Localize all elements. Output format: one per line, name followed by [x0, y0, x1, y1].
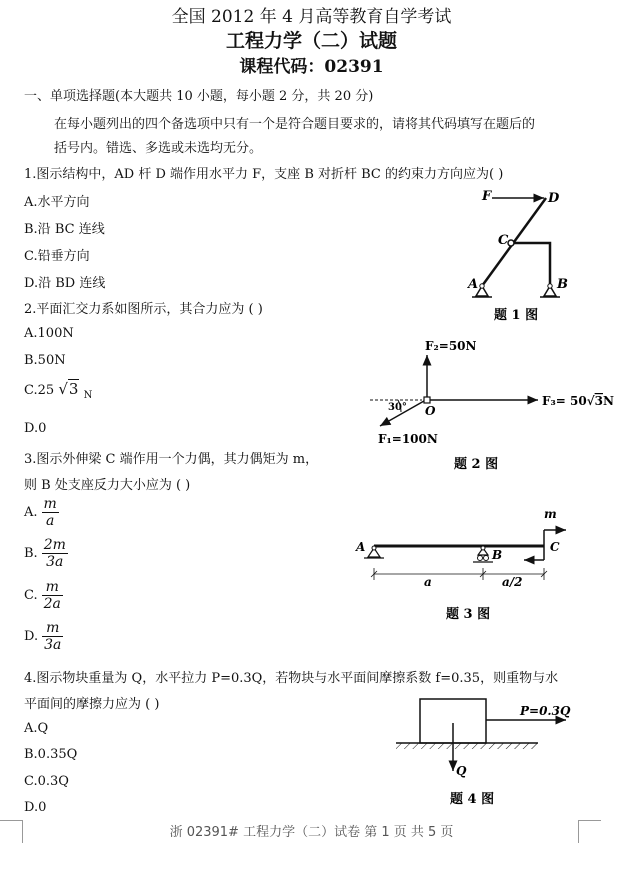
q3-option-a[interactable]: A. $\frac{m}{a}$: [24, 496, 57, 529]
q1-option-c[interactable]: C.铅垂方向: [24, 249, 90, 264]
question-4-stem-line1: 4.图示物块重量为 Q，水平拉力 P=0.3Q，若物块与水平面间摩擦系数 f=0.35，则重物与水: [24, 671, 559, 686]
q4-option-c[interactable]: C.0.3Q: [24, 774, 69, 789]
fig4-caption: 题 4 图: [450, 792, 495, 807]
figure-1: [460, 182, 580, 322]
question-2-stem: 2.平面汇交力系如图所示，其合力应为 ( ): [24, 302, 263, 317]
q3-option-c[interactable]: C. $\frac{m}{2a}$: [24, 579, 61, 612]
fig3-dim-a2: a/2: [502, 575, 523, 589]
q2-option-b[interactable]: B.50N: [24, 353, 66, 368]
q3-option-b[interactable]: B. $\frac{2m}{3a}$: [24, 537, 66, 570]
sqrt-symbol: √3: [58, 380, 79, 398]
fig3-label-m: m: [544, 507, 557, 521]
q3-option-d[interactable]: D. $\frac{m}{3a}$: [24, 620, 62, 653]
figure-3: [352, 504, 582, 626]
exam-title: 全国 2012 年 4 月高等教育自学考试: [171, 7, 452, 27]
fig1-label-a: A: [468, 277, 479, 292]
q4-option-d[interactable]: D.0: [24, 800, 47, 815]
q2-option-a[interactable]: A.100N: [24, 326, 74, 341]
section-intro-line2: 括号内。错选、多选或未选均无分。: [54, 141, 263, 156]
page-footer: 浙 02391# 工程力学（二）试卷 第 1 页 共 5 页: [169, 825, 454, 840]
question-4-stem-line2: 平面间的摩擦力应为 ( ): [24, 697, 160, 712]
section-intro-line1: 在每小题列出的四个备选项中只有一个是符合题目要求的，请将其代码填写在题后的: [54, 117, 536, 132]
subject-title: 工程力学（二）试题: [225, 30, 397, 52]
fig3-label-a-point: A: [356, 540, 366, 554]
fig2-label-f2: F₂=50N: [425, 339, 477, 353]
q2-option-d[interactable]: D.0: [24, 421, 47, 436]
q1-option-a[interactable]: A.水平方向: [24, 195, 90, 210]
fig1-caption: 题 1 图: [494, 308, 539, 323]
fig3-label-c: C: [550, 540, 560, 554]
figure-4: [392, 693, 592, 809]
course-code: 课程代码：02391: [239, 57, 384, 77]
fig3-caption: 题 3 图: [446, 607, 491, 622]
fig3-label-b: B: [492, 548, 503, 562]
fig1-label-d: D: [548, 191, 560, 206]
fig4-label-p: P=0.3Q: [520, 704, 571, 718]
question-1-stem: 1.图示结构中，AD 杆 D 端作用水平力 F，支座 B 对折杆 BC 的约束力方向应为( ): [24, 167, 504, 182]
fig1-label-c: C: [498, 233, 509, 248]
fig2-caption: 题 2 图: [454, 457, 499, 472]
fig2-origin: O: [425, 404, 436, 418]
fig2-label-f1: F₁=100N: [378, 432, 438, 446]
fig1-label-b: B: [557, 277, 568, 292]
q1-option-b[interactable]: B.沿 BC 连线: [24, 222, 105, 237]
figure-2: [370, 335, 614, 475]
q4-option-a[interactable]: A.Q: [24, 721, 49, 736]
q4-option-b[interactable]: B.0.35Q: [24, 747, 78, 762]
question-3-stem-line1: 3.图示外伸梁 C 端作用一个力偶，其力偶矩为 m，: [24, 452, 319, 467]
fig3-dim-a: a: [424, 575, 432, 589]
fig2-label-f3: F₃= 50√3N: [542, 394, 614, 408]
fig4-label-q: Q: [456, 764, 467, 778]
q2-option-c[interactable]: C.25 √3 $_N$: [24, 380, 93, 401]
fig1-label-f: F: [482, 189, 492, 204]
q1-option-d[interactable]: D.沿 BD 连线: [24, 276, 106, 291]
fig2-angle: 30°: [388, 402, 407, 413]
question-3-stem-line2: 则 B 处支座反力大小应为 ( ): [24, 478, 191, 493]
section-title: 一、单项选择题(本大题共 10 小题，每小题 2 分，共 20 分): [24, 89, 374, 104]
